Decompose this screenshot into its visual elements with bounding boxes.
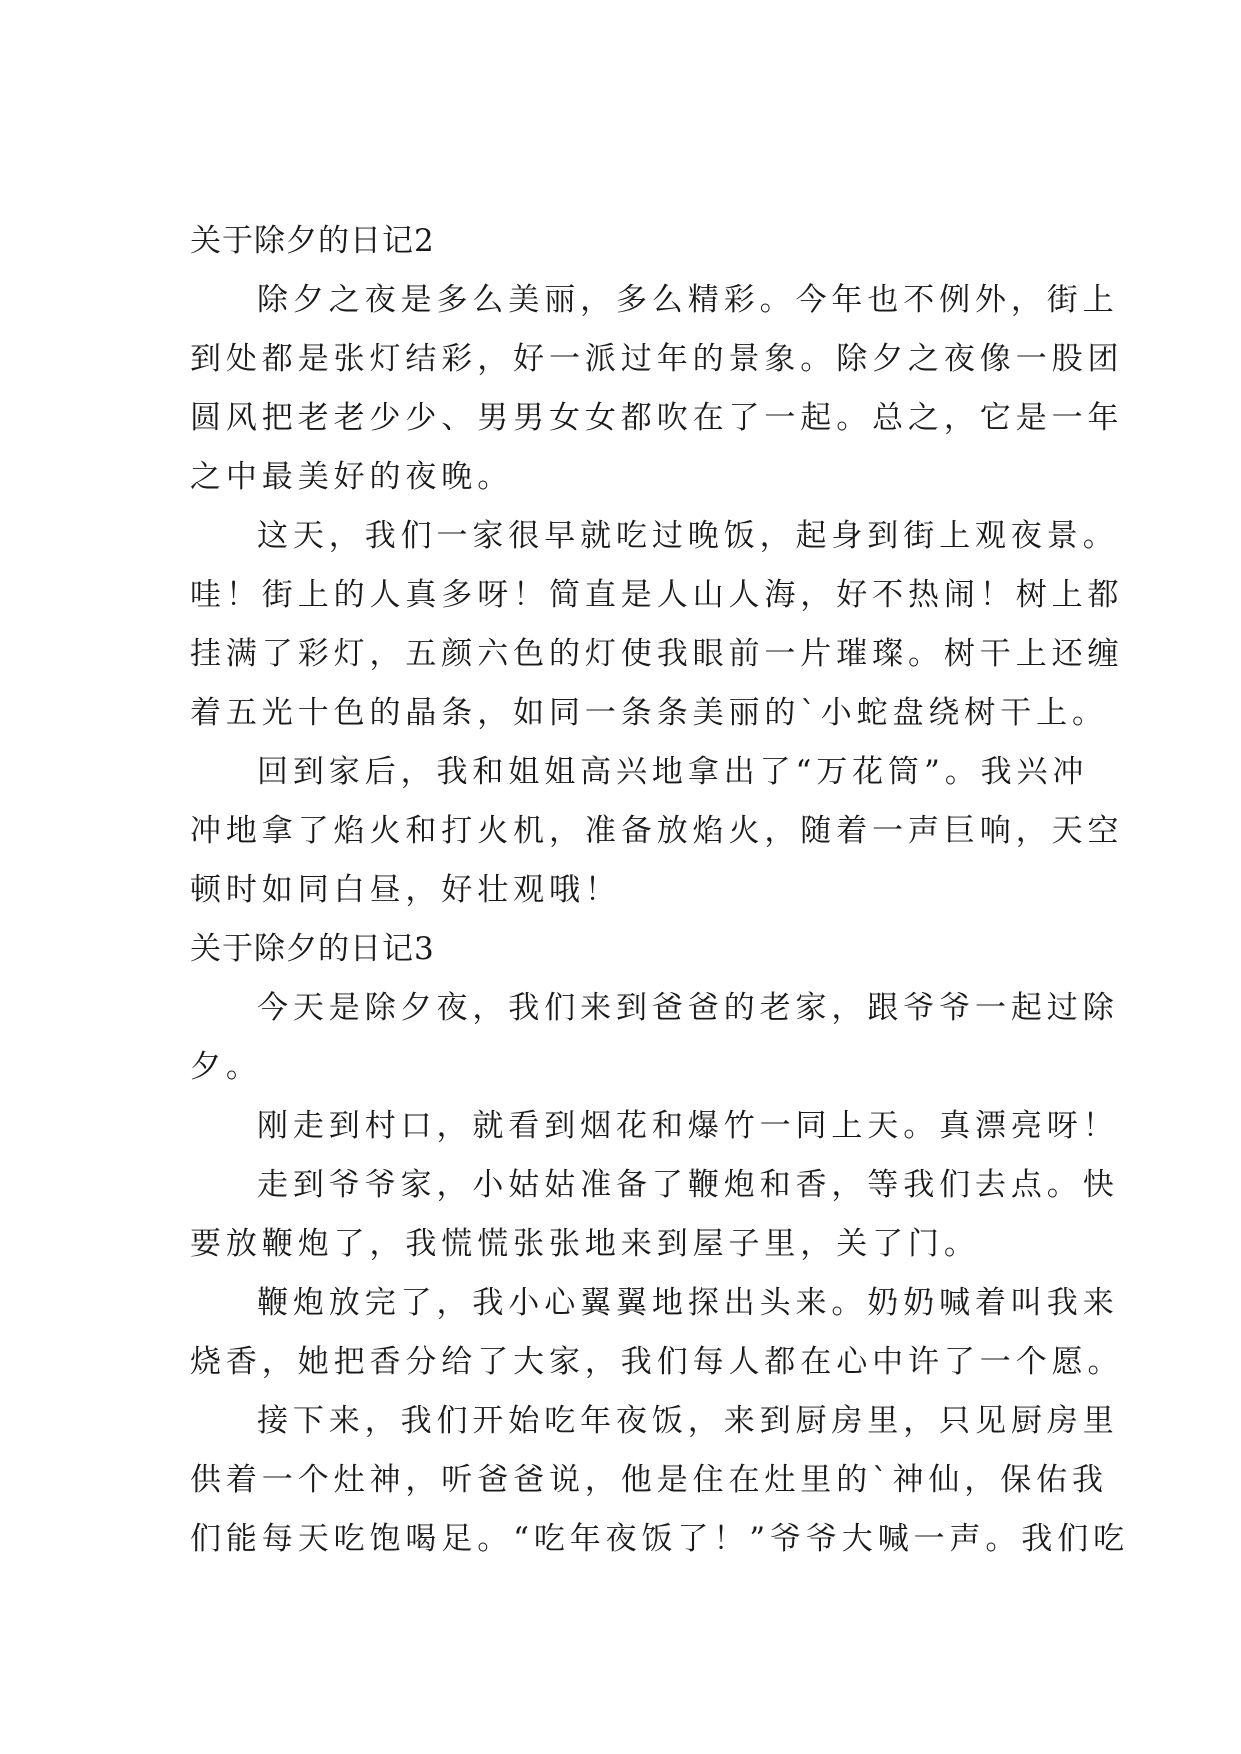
text-line: 着五光十色的晶条，如同一条条美丽的`小蛇盘绕树干上。 — [190, 695, 1108, 731]
text-line: 顿时如同白昼，好壮观哦！ — [190, 872, 621, 908]
section-heading: 关于除夕的日记3 — [190, 931, 435, 967]
text-line: 们能每天吃饱喝足。“吃年夜饭了！”爷爷大喊一声。我们吃 — [190, 1521, 1129, 1557]
paragraph — [190, 1156, 1119, 1274]
text-line: 冲地拿了焰火和打火机，准备放焰火，随着一声巨响，天空 — [190, 813, 1124, 849]
text-line: 鞭炮放完了，我小心翼翼地探出头来。奶奶喊着叫我来 — [257, 1285, 1119, 1321]
text-line: 走到爷爷家，小姑姑准备了鞭炮和香，等我们去点。快 — [257, 1167, 1119, 1203]
text-line: 圆风把老老少少、男男女女都吹在了一起。总之，它是一年 — [190, 400, 1124, 436]
paragraph — [190, 979, 1119, 1097]
paragraph — [190, 1097, 1119, 1156]
section-heading: 关于除夕的日记2 — [190, 223, 435, 259]
text-line: 刚走到村口，就看到烟花和爆竹一同上天。真漂亮呀！ — [257, 1108, 1119, 1144]
text-line: 今天是除夕夜，我们来到爸爸的老家，跟爷爷一起过除 — [257, 990, 1119, 1026]
text-line: 这天，我们一家很早就吃过晚饭，起身到街上观夜景。 — [257, 518, 1119, 554]
paragraph — [190, 1392, 1129, 1569]
text-line: 供着一个灶神，听爸爸说，他是住在灶里的`神仙，保佑我 — [190, 1462, 1108, 1498]
text-line: 之中最美好的夜晚。 — [190, 459, 514, 495]
text-line: 回到家后，我和姐姐高兴地拿出了“万花筒”。我兴冲 — [257, 754, 1089, 790]
text-line: 要放鞭炮了，我慌慌张张地来到屋子里，关了门。 — [190, 1226, 980, 1262]
text-line: 挂满了彩灯，五颜六色的灯使我眼前一片璀璨。树干上还缠 — [190, 636, 1124, 672]
paragraph — [190, 271, 1124, 507]
paragraph — [190, 743, 1124, 920]
document-page — [190, 212, 1129, 1569]
text-line: 到处都是张灯结彩，好一派过年的景象。除夕之夜像一股团 — [190, 341, 1124, 377]
paragraph — [190, 507, 1124, 743]
paragraph — [190, 1274, 1124, 1392]
text-line: 除夕之夜是多么美丽，多么精彩。今年也不例外，街上 — [257, 282, 1119, 318]
text-line: 夕。 — [190, 1049, 262, 1085]
text-line: 接下来，我们开始吃年夜饭，来到厨房里，只见厨房里 — [257, 1403, 1119, 1439]
text-line: 哇！街上的人真多呀！简直是人山人海，好不热闹！树上都 — [190, 577, 1124, 613]
text-line: 烧香，她把香分给了大家，我们每人都在心中许了一个愿。 — [190, 1344, 1124, 1380]
